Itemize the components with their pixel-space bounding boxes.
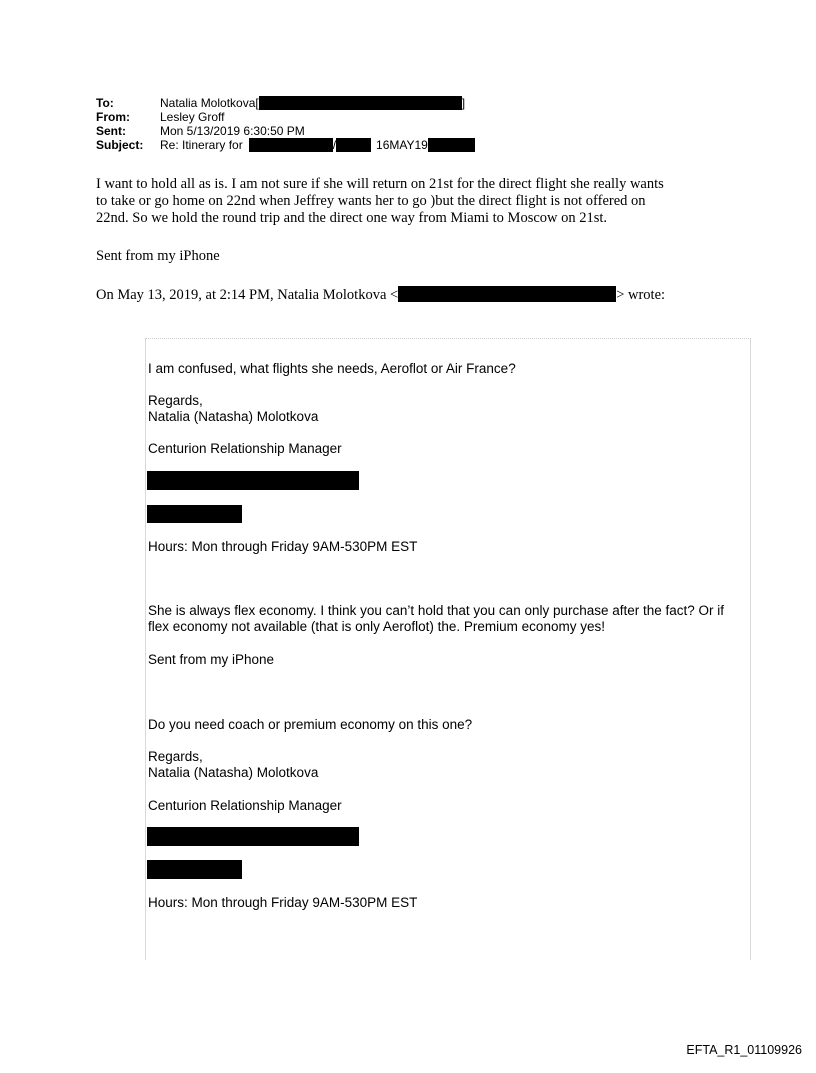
quoted-text: Sent from my iPhone (148, 652, 275, 667)
redaction-bar (147, 827, 359, 846)
subject-label: Subject: (96, 138, 144, 152)
to-close: ] (461, 96, 466, 110)
quoted-text: Natalia (Natasha) Molotkova (148, 409, 319, 424)
subject-date: 16MAY19 (376, 138, 428, 152)
redaction-bar (336, 138, 371, 152)
redaction-bar (147, 860, 242, 879)
subject-value: Re: Itinerary for (160, 138, 243, 152)
to-label: To: (96, 96, 114, 110)
document-id: EFTA_R1_01109926 (686, 1043, 802, 1057)
quoted-text: I am confused, what flights she needs, Aeroflot or Air France? (148, 361, 516, 376)
sent-value: Mon 5/13/2019 6:30:50 PM (160, 124, 305, 138)
signature: Sent from my iPhone (96, 248, 220, 264)
wrote-line (96, 286, 665, 304)
quoted-text: Regards, (148, 393, 203, 408)
from-row (96, 110, 475, 124)
wrote-suffix: > wrote: (616, 287, 666, 303)
from-label: From: (96, 110, 130, 124)
quoted-text: Hours: Mon through Friday 9AM-530PM EST (148, 895, 418, 910)
quoted-text: She is always flex economy. I think you can’t hold that you can only purchase after the fact? Or if (148, 603, 725, 618)
quoted-text: Hours: Mon through Friday 9AM-530PM EST (148, 539, 418, 554)
body-line: 22nd. So we hold the round trip and the direct one way from Miami to Moscow on 21st. (96, 210, 608, 226)
wrote-prefix: On May 13, 2019, at 2:14 PM, Natalia Molotkova < (96, 287, 399, 303)
subject-row (96, 138, 475, 152)
quoted-message (145, 338, 751, 960)
sent-row (96, 124, 475, 138)
quoted-text: Centurion Relationship Manager (148, 441, 342, 456)
quoted-text: flex economy not available (that is only Aeroflot) the. Premium economy yes! (148, 619, 605, 634)
redaction-bar (259, 96, 462, 110)
subject-slash: / (332, 138, 337, 152)
redaction-bar (249, 138, 333, 152)
quoted-text: Centurion Relationship Manager (148, 798, 342, 813)
quoted-text: Natalia (Natasha) Molotkova (148, 765, 319, 780)
from-value: Lesley Groff (160, 110, 225, 124)
to-value: Natalia Molotkova[ (160, 96, 259, 110)
to-row (96, 96, 475, 110)
body-text (96, 176, 664, 227)
redaction-bar (428, 138, 475, 152)
redaction-bar (398, 286, 616, 302)
sent-label: Sent: (96, 124, 126, 138)
redaction-bar (147, 471, 359, 490)
body-line: I want to hold all as is. I am not sure if she will return on 21st for the direct flight she really wants (96, 176, 664, 192)
email-header (96, 96, 475, 152)
quoted-text: Regards, (148, 749, 203, 764)
quoted-text: Do you need coach or premium economy on this one? (148, 717, 473, 732)
body-line: to take or go home on 22nd when Jeffrey wants her to go )but the direct flight is not offered on (96, 193, 646, 209)
redaction-bar (147, 505, 242, 523)
